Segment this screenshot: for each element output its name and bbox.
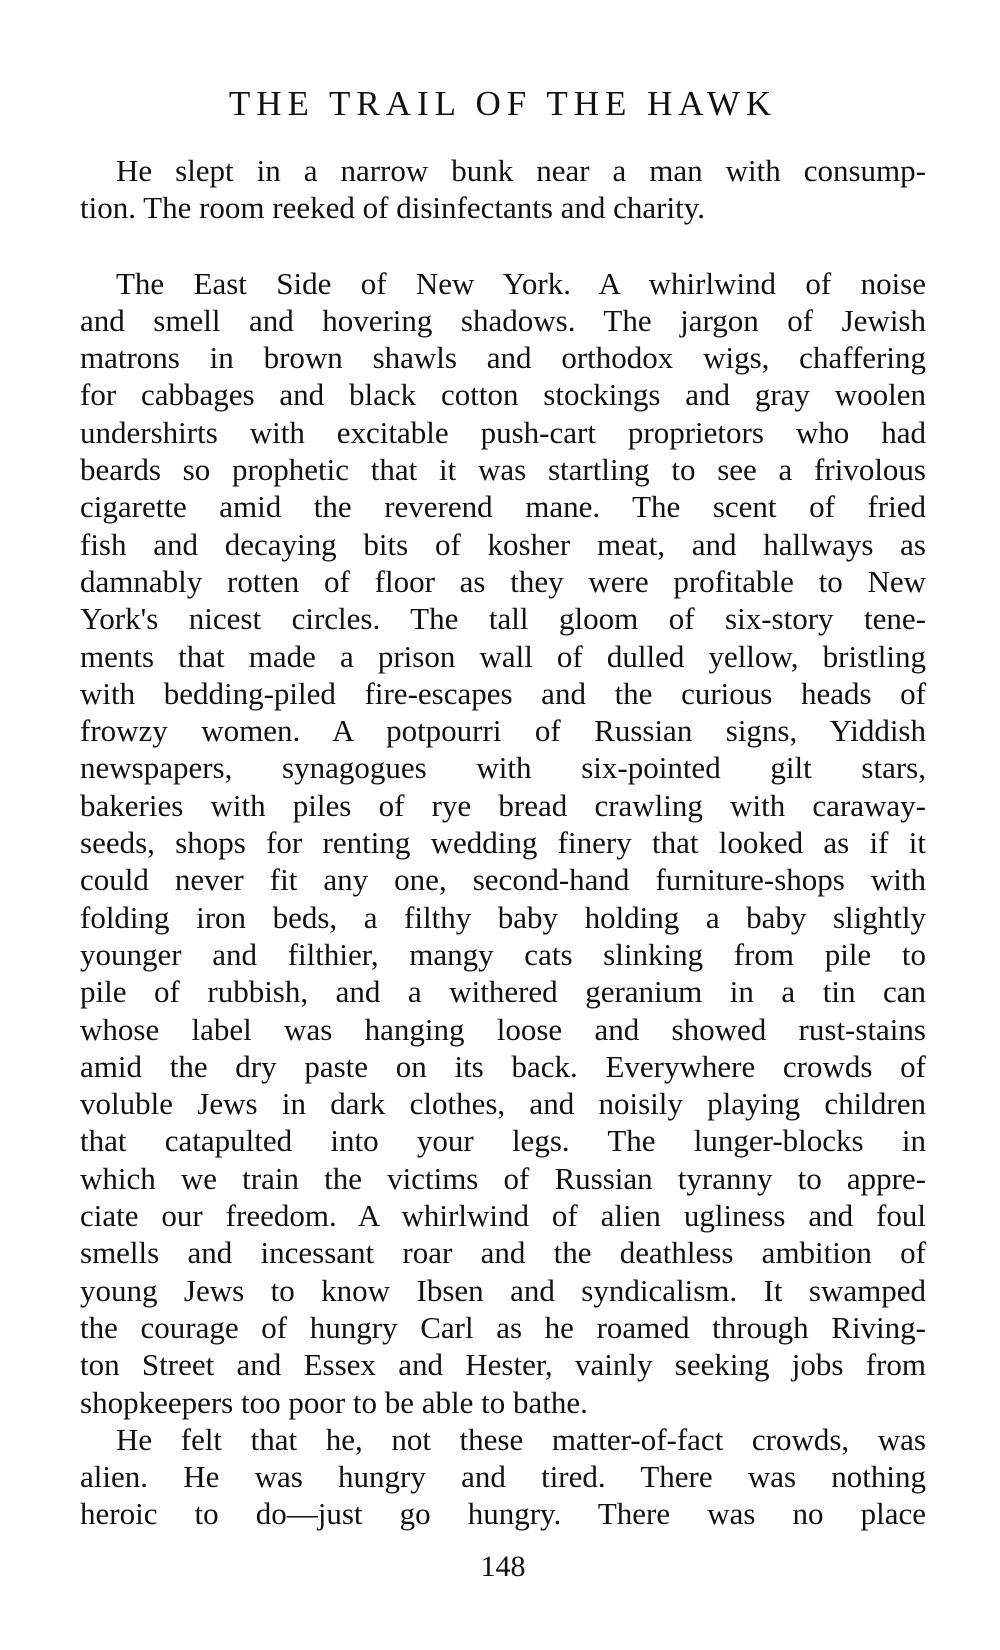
text-line: cigarette amid the reverend mane. The scent of fried: [80, 489, 926, 525]
text-line: for cabbages and black cotton stockings and gray woolen: [80, 377, 926, 413]
text-line: He slept in a narrow bunk near a man with consump-: [116, 153, 926, 188]
text-line: that catapulted into your legs. The lunger-blocks in: [80, 1123, 926, 1159]
text-line: frowzy women. A potpourri of Russian signs, Yiddish: [80, 713, 926, 749]
text-line: which we train the victims of Russian tyranny to appre-: [80, 1160, 926, 1196]
text-line: ments that made a prison wall of dulled yellow, bristling: [80, 638, 926, 674]
paragraph: [80, 152, 926, 227]
paragraph: [80, 265, 926, 1421]
body-text: [80, 152, 926, 1533]
text-line: tion. The room reeked of disinfectants and charity.: [80, 190, 705, 226]
text-line: damnably rotten of floor as they were profitable to New: [80, 563, 926, 599]
running-head: THE TRAIL OF THE HAWK: [228, 84, 778, 123]
text-line: folding iron beds, a filthy baby holding a baby slightly: [80, 899, 926, 935]
text-line: younger and filthier, mangy cats slinking from pile to: [80, 936, 926, 972]
text-line: the courage of hungry Carl as he roamed through Riving-: [80, 1309, 926, 1345]
text-line: undershirts with excitable push-cart proprietors who had: [80, 414, 926, 450]
text-line: smells and incessant roar and the deathless ambition of: [80, 1235, 926, 1271]
text-line: seeds, shops for renting wedding finery that looked as if it: [80, 825, 926, 861]
text-line: alien. He was hungry and tired. There was nothing: [80, 1459, 926, 1495]
text-line: newspapers, synagogues with six-pointed gilt stars,: [80, 750, 926, 786]
text-line: could never fit any one, second-hand furniture-shops with: [80, 862, 926, 898]
page-number: 148: [480, 1550, 526, 1583]
text-line: matrons in brown shawls and orthodox wigs, chaffering: [80, 340, 926, 376]
text-line: with bedding-piled fire-escapes and the curious heads of: [80, 675, 926, 711]
text-line: York's nicest circles. The tall gloom of six-story tene-: [80, 601, 926, 637]
text-line: ton Street and Essex and Hester, vainly seeking jobs from: [80, 1347, 926, 1383]
text-line: beards so prophetic that it was startling to see a frivolous: [80, 452, 926, 488]
text-line: The East Side of New York. A whirlwind of noise: [116, 265, 926, 301]
text-line: heroic to do—just go hungry. There was no place: [80, 1496, 926, 1532]
text-line: amid the dry paste on its back. Everywhere crowds of: [80, 1048, 926, 1084]
text-line: and smell and hovering shadows. The jargon of Jewish: [80, 302, 926, 338]
text-line: fish and decaying bits of kosher meat, and hallways as: [80, 526, 926, 562]
text-line: pile of rubbish, and a withered geranium in a tin can: [80, 974, 926, 1010]
text-line: voluble Jews in dark clothes, and noisily playing children: [80, 1086, 926, 1122]
text-line: whose label was hanging loose and showed rust-stains: [80, 1011, 926, 1047]
text-line: bakeries with piles of rye bread crawling with caraway-: [80, 787, 926, 823]
section-break: [80, 227, 926, 265]
text-line: young Jews to know Ibsen and syndicalism. It swamped: [80, 1272, 926, 1308]
text-line: shopkeepers too poor to be able to bathe.: [80, 1384, 588, 1420]
paragraph: [80, 1421, 926, 1533]
text-line: ciate our freedom. A whirlwind of alien ugliness and foul: [80, 1198, 926, 1234]
text-line: He felt that he, not these matter-of-fact crowds, was: [116, 1421, 926, 1457]
